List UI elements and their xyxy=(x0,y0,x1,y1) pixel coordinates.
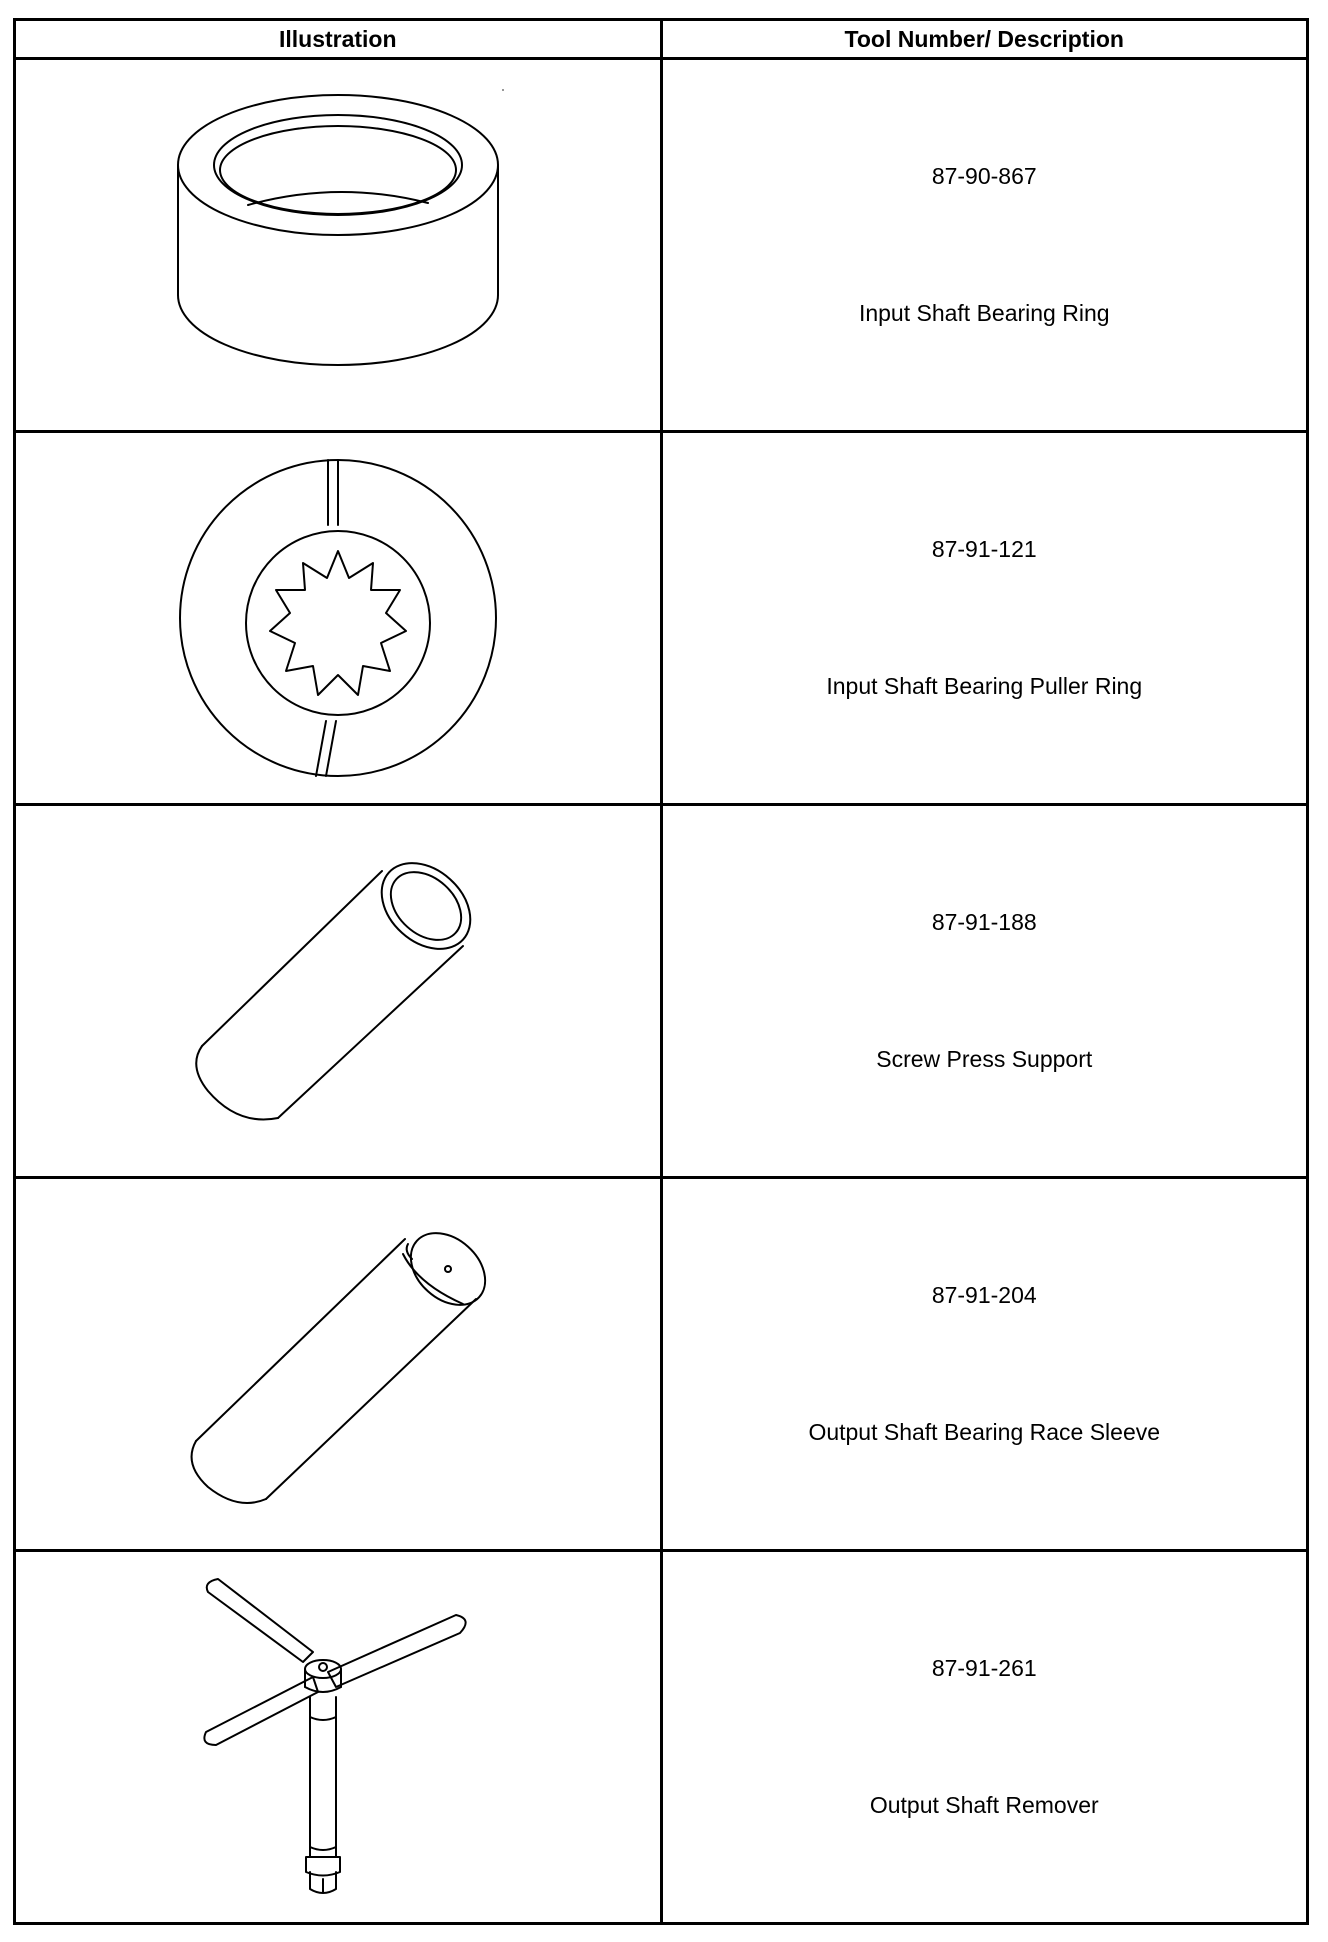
table-row xyxy=(15,1551,1308,1924)
tool-number: 87-91-261 xyxy=(931,1655,1037,1681)
puller-ring-icon xyxy=(168,453,508,783)
tool-table xyxy=(13,18,1309,1925)
tool-description: Input Shaft Bearing Ring xyxy=(858,300,1110,326)
table-row xyxy=(15,432,1308,805)
table-row xyxy=(15,1178,1308,1551)
description-cell xyxy=(661,59,1308,432)
tool-description: Input Shaft Bearing Puller Ring xyxy=(826,673,1143,699)
illustration-cell xyxy=(15,805,662,1178)
description-cell xyxy=(661,1551,1308,1924)
illustration-cell xyxy=(15,1551,662,1924)
description-cell xyxy=(661,1178,1308,1551)
tool-number: 87-91-121 xyxy=(931,536,1037,562)
table-row xyxy=(15,805,1308,1178)
illustration-cell xyxy=(15,1178,662,1551)
tool-description: Output Shaft Bearing Race Sleeve xyxy=(808,1419,1161,1445)
tool-number: 87-90-867 xyxy=(931,163,1037,189)
header-illustration: Illustration xyxy=(15,20,662,59)
race-sleeve-icon xyxy=(158,1199,518,1529)
table-row xyxy=(15,59,1308,432)
table-header-row xyxy=(15,20,1308,59)
press-support-tube-icon xyxy=(158,836,518,1146)
tool-number: 87-91-188 xyxy=(931,909,1037,935)
tool-number: 87-91-204 xyxy=(931,1282,1037,1308)
tool-description: Screw Press Support xyxy=(876,1046,1093,1072)
description-cell xyxy=(661,805,1308,1178)
illustration-cell xyxy=(15,432,662,805)
description-cell xyxy=(661,432,1308,805)
illustration-cell xyxy=(15,59,662,432)
header-tool-description: Tool Number/ Description xyxy=(661,20,1308,59)
shaft-remover-icon xyxy=(188,1567,488,1907)
bearing-ring-icon xyxy=(158,85,518,405)
tool-description: Output Shaft Remover xyxy=(869,1792,1099,1818)
